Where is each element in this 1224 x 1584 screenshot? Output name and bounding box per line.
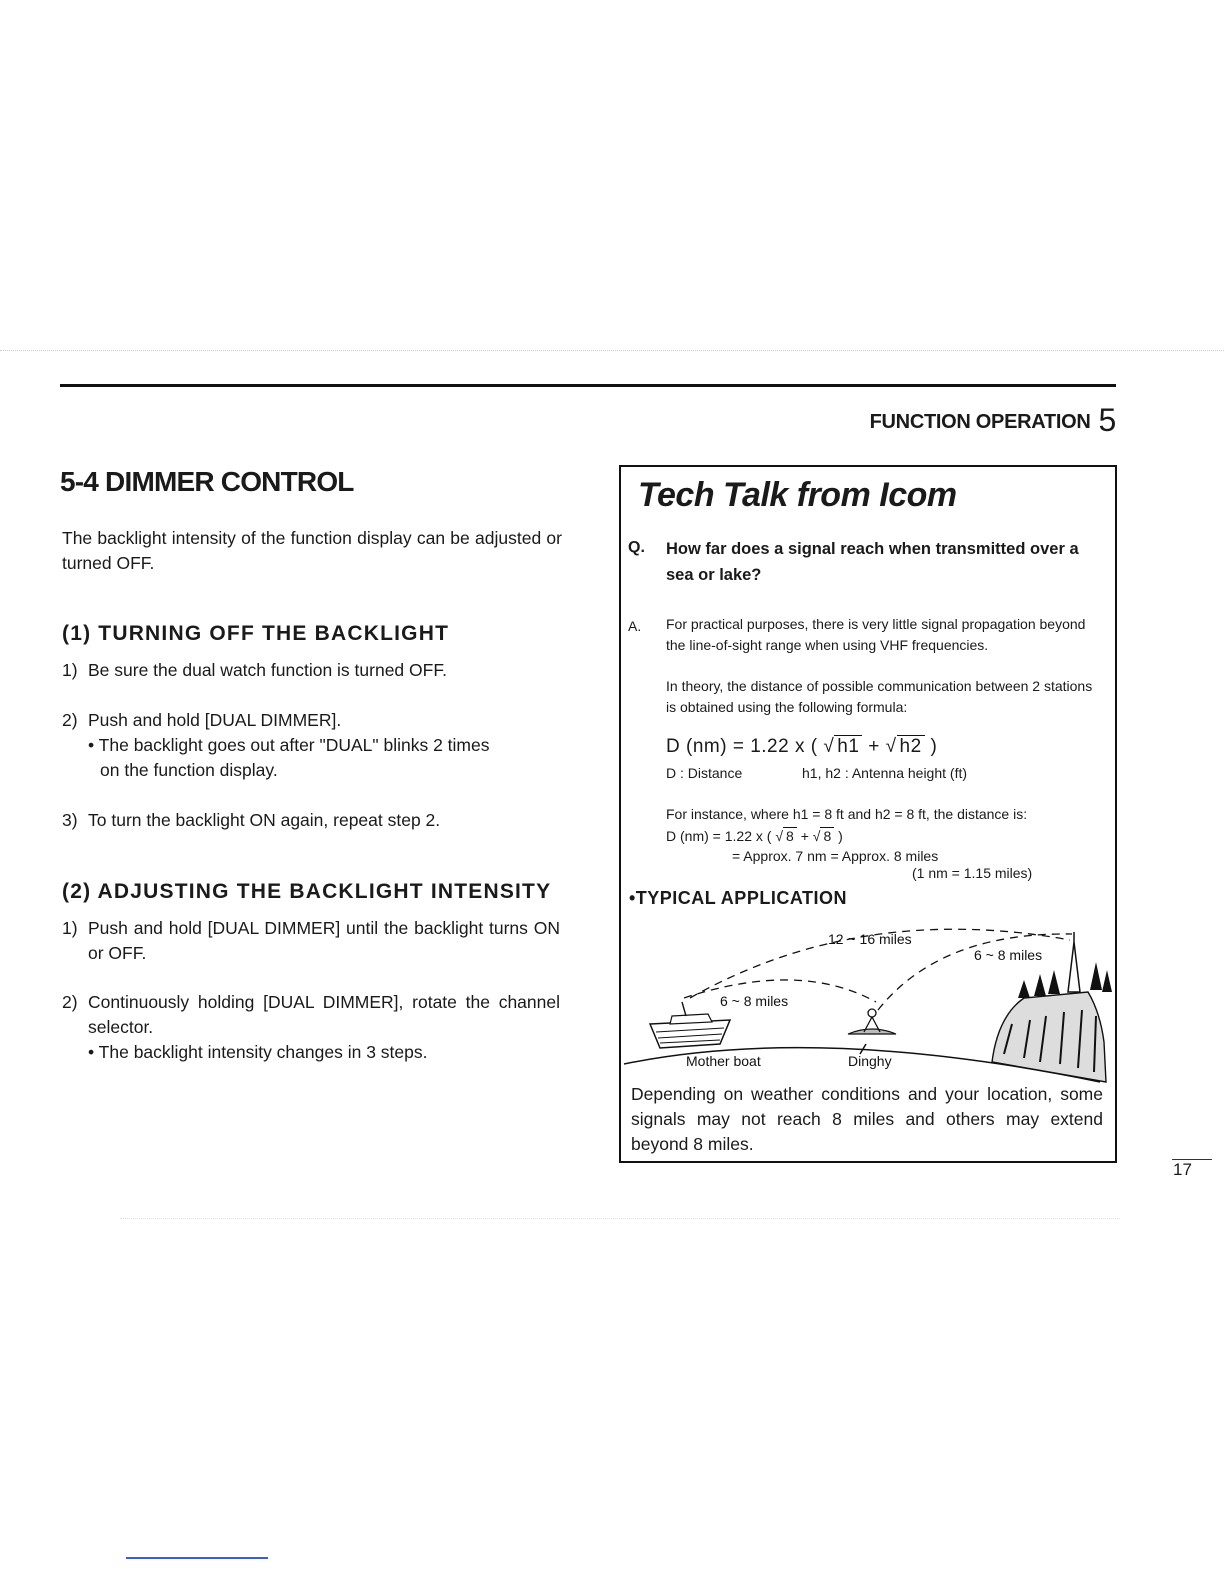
page-number: 17 (1173, 1160, 1192, 1179)
question-text: How far does a signal reach when transmitted over a sea or lake? (666, 540, 1079, 584)
part1-step-2 (62, 708, 562, 733)
mother-boat-label: Mother boat (686, 1053, 761, 1069)
radical-sign: √ (823, 736, 835, 757)
part2-step-1 (62, 916, 562, 966)
step-text: Push and hold [DUAL DIMMER]. (88, 710, 342, 730)
running-header (870, 402, 1116, 439)
step-text: Push and hold [DUAL DIMMER] until the backlight turns ON or OFF. (88, 918, 560, 963)
header-section-label: FUNCTION OPERATION (869, 411, 1091, 433)
step-text: Continuously holding [DUAL DIMMER], rotate the channel selector. (88, 992, 560, 1037)
formula-close: ) (930, 736, 938, 757)
bullet-line-continued: on the function display. (100, 760, 278, 780)
step-number: 2) (62, 992, 78, 1012)
example-intro: For instance, where h1 = 8 ft and h2 = 8 ft, the distance is: (666, 806, 1028, 822)
question-label: Q. (628, 539, 645, 556)
example-lhs: D (nm) = 1.22 x ( (666, 828, 772, 844)
example-plus: + (800, 828, 809, 844)
bullet-line: • The backlight goes out after "DUAL" blinks 2 times (88, 735, 490, 755)
chapter-number: 5 (1098, 402, 1116, 438)
part1-step-3 (62, 808, 562, 833)
boat-range-label: 6 ~ 8 miles (720, 993, 789, 1009)
example-conversion: (1 nm = 1.15 miles) (912, 865, 1033, 881)
tech-talk-title: Tech Talk from Icom (638, 476, 957, 514)
step-number: 3) (62, 810, 78, 830)
part1-step-1 (62, 658, 562, 683)
part2-title: (2) ADJUSTING THE BACKLIGHT INTENSITY (62, 880, 552, 903)
legend-antenna-height: h1, h2 : Antenna height (ft) (802, 765, 968, 781)
example-result: = Approx. 7 nm = Approx. 8 miles (732, 848, 939, 864)
radical-sign: √ (775, 828, 783, 844)
example-close: ) (838, 828, 843, 844)
section-title: 5-4 DIMMER CONTROL (60, 466, 354, 497)
shore-range-label: 6 ~ 8 miles (974, 947, 1043, 963)
example-val-1: 8 (783, 827, 797, 844)
range-formula (666, 736, 937, 758)
example-val-2: 8 (820, 827, 834, 844)
formula-h1: h1 (834, 735, 862, 757)
formula-lhs: D (nm) = 1.22 x ( (666, 736, 818, 757)
answer-label: A. (628, 618, 642, 634)
legend-distance: D : Distance (666, 765, 743, 781)
section-intro: The backlight intensity of the function display can be adjusted or turned OFF. (62, 528, 562, 573)
range-diagram-graphic (620, 912, 1114, 1084)
step-text: To turn the backlight ON again, repeat step 2. (88, 810, 441, 830)
part1-title: (1) TURNING OFF THE BACKLIGHT (62, 622, 450, 645)
part1-step-2-bullet (88, 733, 562, 783)
viewer-accent-bar (126, 1557, 268, 1559)
outer-range-label: 12 ~ 16 miles (828, 931, 912, 947)
step-number: 2) (62, 710, 78, 730)
example-formula (666, 828, 843, 844)
mother-boat-icon (650, 1002, 730, 1048)
answer-paragraph-2: In theory, the distance of possible communication between 2 stations is obtained using the following formula: (666, 678, 1093, 715)
formula-plus: + (868, 736, 880, 757)
range-note: Depending on weather conditions and your location, some signals may not reach 8 miles and others may extend beyond 8 miles. (631, 1084, 1103, 1154)
scan-artifact-line (120, 1218, 1120, 1219)
step-text: Be sure the dual watch function is turned OFF. (88, 660, 447, 680)
radical-sign: √ (812, 828, 821, 844)
dinghy-icon (848, 1009, 896, 1054)
formula-h2: h2 (897, 735, 925, 757)
part2-step-2-bullet: • The backlight intensity changes in 3 steps. (88, 1042, 428, 1062)
step-number: 1) (62, 918, 78, 938)
scan-artifact-line (0, 350, 1224, 351)
radical-sign: √ (885, 736, 897, 757)
dinghy-label: Dinghy (848, 1053, 892, 1069)
part2-step-2 (62, 990, 562, 1040)
range-diagram (620, 912, 1114, 1084)
answer-paragraph-1: For practical purposes, there is very little signal propagation beyond the line-of-sight range when using VHF frequencies. (666, 616, 1086, 653)
typical-application-label: •TYPICAL APPLICATION (629, 888, 847, 908)
step-number: 1) (62, 660, 78, 680)
header-rule (60, 384, 1116, 387)
formula-legend (666, 765, 967, 781)
